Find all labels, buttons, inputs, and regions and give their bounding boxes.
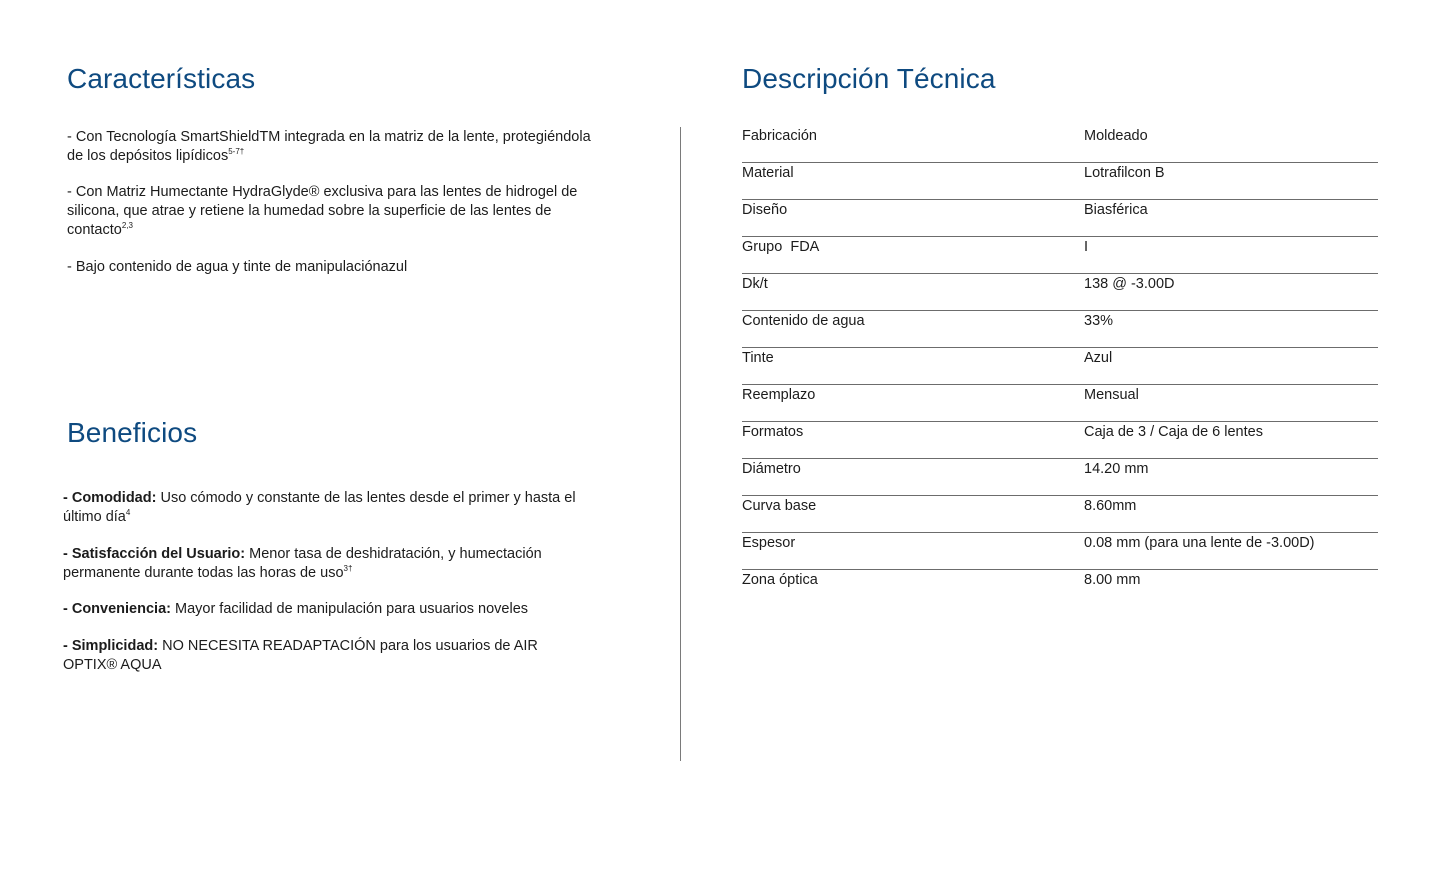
spec-label: Diámetro (742, 461, 801, 477)
spec-value: Caja de 3 / Caja de 6 lentes (1084, 424, 1263, 440)
spec-value: Lotrafilcon B (1084, 165, 1165, 181)
spec-label: Grupo FDA (742, 239, 820, 255)
caracteristica-item: - Con Tecnología SmartShieldTM integrada en la matriz de la lente, protegiéndola de los depósitos lipídicos$^{5-7\dagger}$ (67, 129, 591, 164)
spec-label: Material (742, 165, 794, 181)
spec-label: Tinte (742, 350, 774, 366)
beneficio-label: - Simplicidad: (63, 638, 159, 654)
spec-value: 138 @ -3.00D (1084, 276, 1175, 292)
spec-value: Azul (1084, 350, 1113, 366)
descripcion-title: Descripción Técnica (742, 63, 996, 94)
spec-label: Formatos (742, 424, 804, 440)
spec-value: 33% (1084, 313, 1114, 329)
spec-value: I (1084, 239, 1089, 255)
spec-label: Espesor (742, 535, 796, 551)
spec-row-espesor (742, 533, 1378, 570)
spec-table (742, 126, 1378, 607)
spec-value: Biasférica (1084, 202, 1148, 218)
footnote-ref: 5-7† (228, 147, 245, 156)
caracteristicas-title: Características (67, 63, 256, 94)
column-divider (680, 127, 681, 761)
spec-row-material (742, 163, 1378, 200)
spec-value: 8.00 mm (1084, 572, 1141, 588)
spec-row-contenido-agua (742, 311, 1378, 348)
spec-label: Dk/t (742, 276, 768, 292)
spec-label: Contenido de agua (742, 313, 865, 329)
beneficio-item: - Comodidad: Uso cómodo y constante de las lentes desde el primer y hasta el último día$^4$ (63, 490, 576, 525)
spec-row-formatos (742, 422, 1378, 459)
spec-value: 0.08 mm (para una lente de -3.00D) (1084, 535, 1315, 551)
spec-row-zona-optica (742, 570, 1378, 607)
spec-label: Reemplazo (742, 387, 816, 403)
spec-row-grupo-fda (742, 237, 1378, 274)
beneficio-item: - Satisfacción del Usuario: Menor tasa de deshidratación, y humectación permanente durante todas las horas de uso$^{3\dagger}$ (63, 546, 542, 581)
footnote-ref: 2,3 (121, 221, 133, 230)
spec-label: Zona óptica (742, 572, 818, 588)
spec-row-reemplazo (742, 385, 1378, 422)
spec-row-curva-base (742, 496, 1378, 533)
beneficio-label: - Comodidad: (63, 490, 157, 506)
spec-row-fabricacion (742, 126, 1378, 163)
spec-row-dkt (742, 274, 1378, 311)
spec-row-tinte (742, 348, 1378, 385)
spec-row-diseno (742, 200, 1378, 237)
footnote-ref: 3† (343, 564, 353, 573)
caracteristica-item: - Con Matriz Humectante HydraGlyde® exclusiva para las lentes de hidrogel de silicona, que atrae y retiene la humedad sobre la superficie de las lentes de contacto$^{2,3}$ (67, 184, 578, 238)
spec-value: Mensual (1084, 387, 1139, 403)
footnote-ref: 4 (125, 508, 131, 517)
spec-row-diametro (742, 459, 1378, 496)
beneficios-title: Beneficios (67, 417, 198, 448)
spec-value: 14.20 mm (1084, 461, 1149, 477)
beneficio-item: - Simplicidad: NO NECESITA READAPTACIÓN para los usuarios de AIR OPTIX® AQUA (63, 638, 538, 673)
beneficio-item: - Conveniencia: Mayor facilidad de manipulación para usuarios noveles (63, 601, 529, 617)
beneficio-label: - Satisfacción del Usuario: (63, 546, 246, 562)
spec-value: 8.60mm (1084, 498, 1137, 514)
caracteristica-item: - Bajo contenido de agua y tinte de manipulaciónazul (67, 259, 408, 275)
spec-label: Diseño (742, 202, 788, 218)
spec-label: Curva base (742, 498, 817, 514)
beneficio-label: - Conveniencia: (63, 601, 171, 617)
spec-value: Moldeado (1084, 128, 1148, 144)
spec-label: Fabricación (742, 128, 817, 144)
